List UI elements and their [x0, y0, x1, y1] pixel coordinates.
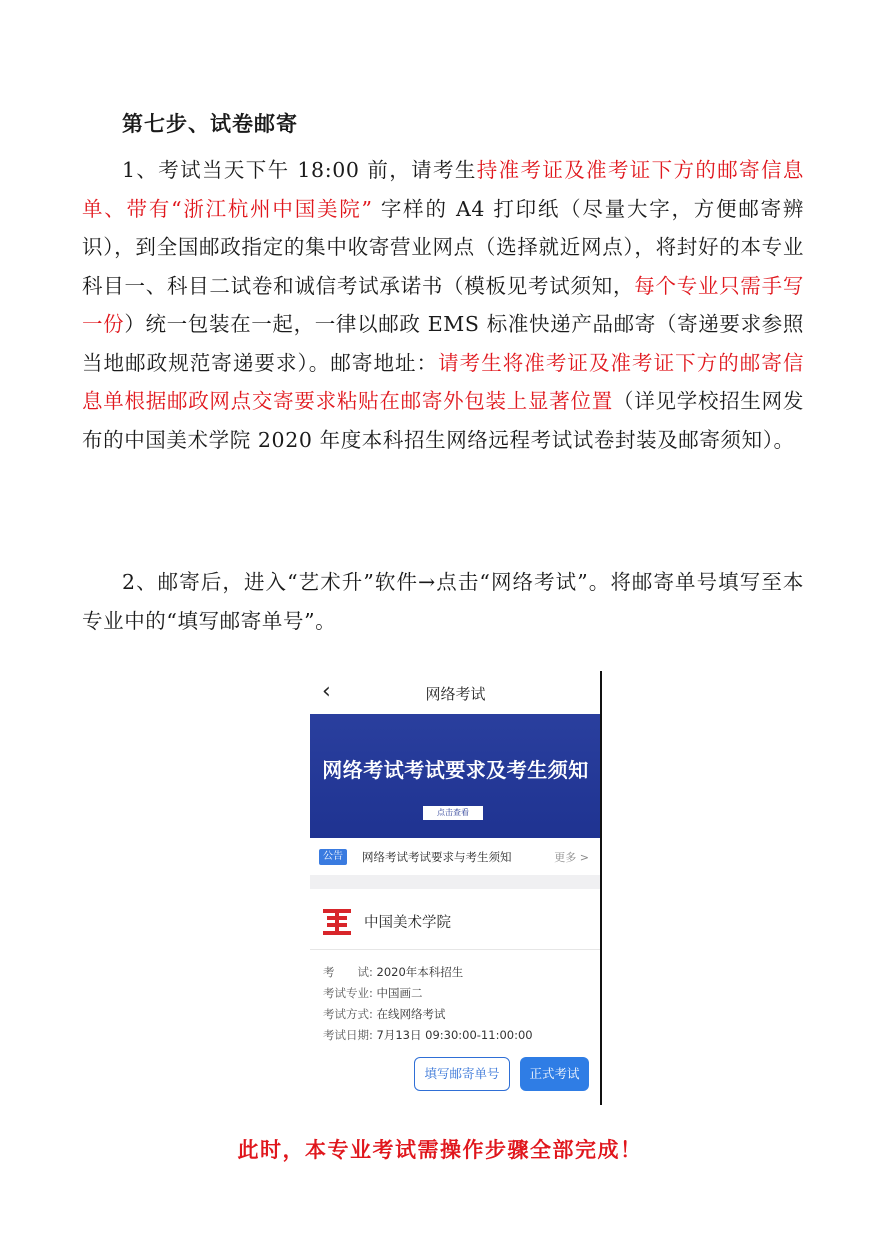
section-heading: 第七步、试卷邮寄	[122, 111, 298, 136]
notice-more-link[interactable]: 更多 >	[554, 851, 589, 864]
info-row-major	[323, 985, 423, 1001]
paragraph-1	[82, 151, 804, 459]
notice-row[interactable]	[310, 841, 601, 873]
notice-badge: 公告	[319, 849, 347, 865]
nav-title: 网络考试	[425, 685, 486, 703]
para2-text: 2、邮寄后，进入“艺术升”软件→点击“网络考试”。将邮寄单号填写至本专业中的“填写邮寄单号”。	[82, 570, 804, 633]
notice-text[interactable]: 网络考试考试要求与考生须知	[362, 850, 512, 864]
para1-number: 1、	[122, 158, 159, 182]
completion-note: 此时，本专业考试需操作步骤全部完成！	[237, 1137, 643, 1162]
back-chevron-icon[interactable]: ‹	[322, 679, 331, 704]
nav-bar	[310, 671, 601, 714]
para1-highlight-3: 请考生将准考证及准考证下方的邮寄信息单根据邮政网点交寄要求粘贴在邮寄外包装上显著位置	[82, 350, 805, 413]
info-row-date	[323, 1027, 533, 1043]
screenshot-edge-line	[600, 671, 602, 1105]
banner-title: 网络考试考试要求及考生须知	[322, 758, 589, 782]
para1-text-1: 考试当天下午 18:00 前，请考生	[158, 158, 477, 182]
fill-tracking-number-button[interactable]: 填写邮寄单号	[414, 1057, 510, 1091]
start-exam-button[interactable]: 正式考试	[520, 1057, 589, 1091]
info-value: 7月13日 09:30:00-11:00:00	[376, 1028, 533, 1042]
exam-card	[310, 889, 601, 1105]
info-key: 考试专业:	[323, 986, 373, 1000]
card-divider	[310, 949, 601, 950]
para1-text-3: ）统一包装在一起，一律以邮政 EMS 标准快递产品邮寄（寄递要求参照当地邮政规范寄递要求）。邮寄地址：	[82, 312, 805, 375]
para1-highlight-1: 持准考证及准考证下方的邮寄信息单、带有“浙江杭州中国美院”	[82, 158, 804, 221]
exam-banner[interactable]	[310, 714, 601, 838]
paragraph-2	[82, 563, 804, 640]
info-row-mode	[323, 1006, 446, 1022]
info-row-exam	[323, 964, 463, 980]
school-logo-icon	[323, 909, 351, 935]
phone-screenshot	[310, 671, 601, 1105]
info-value: 2020年本科招生	[376, 965, 464, 979]
info-key: 考试日期:	[323, 1028, 373, 1042]
banner-view-button[interactable]: 点击查看	[423, 806, 483, 820]
info-value: 中国画二	[376, 986, 423, 1000]
info-key: 考试方式:	[323, 1007, 373, 1021]
school-name: 中国美术学院	[364, 915, 451, 931]
info-value: 在线网络考试	[376, 1007, 446, 1021]
para1-text-2: 字样的 A4 打印纸（尽量大字，方便邮寄辨识），到全国邮政指定的集中收寄营业网点（选择就近网点），将封好的本专业科目一、科目二试卷和诚信考试承诺书（模板见考试须知，	[82, 196, 804, 298]
info-key: 考 试:	[323, 965, 373, 979]
para1-text-4: （详见学校招生网发布的中国美术学院 2020 年度本科招生网络远程考试试卷封装及邮寄须知）。	[82, 389, 804, 452]
section-gap	[310, 875, 601, 889]
para1-highlight-2: 每个专业只需手写一份	[82, 273, 804, 336]
